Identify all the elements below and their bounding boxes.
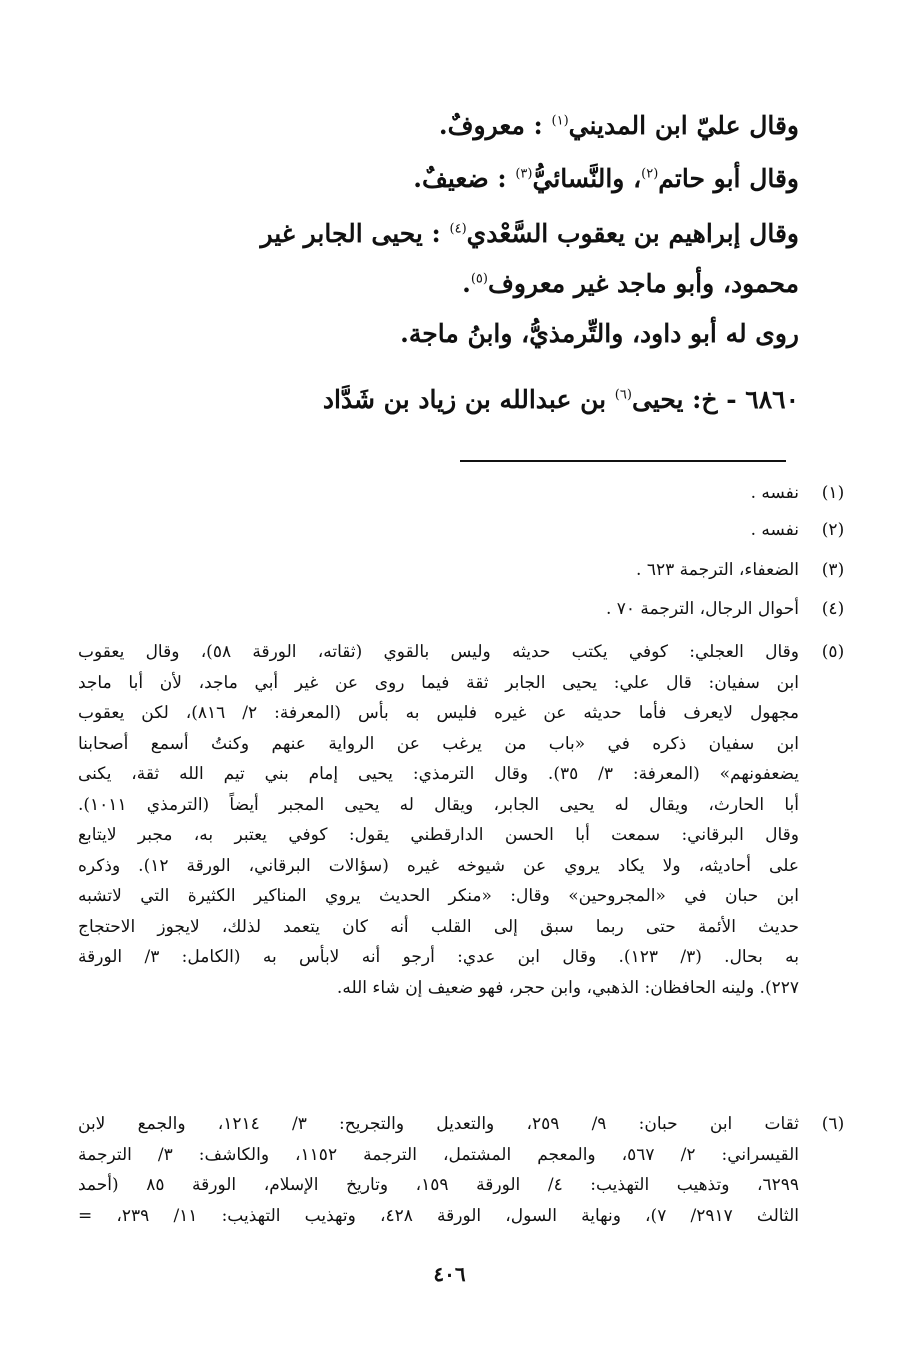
main-line-3 <box>80 214 799 254</box>
footnote-6-line: ثقات ابن حبان: ٩/ ٢٥٩، والتعديل والتجريح: ٣/ ١٢١٤، والجمع لابن <box>78 1114 799 1134</box>
footnote-3 <box>78 555 845 586</box>
main-line-1-text: وقال عليّ ابن المديني <box>568 111 799 140</box>
footnote-6-line: الثالث ٢٩١٧/ ٧)، ونهاية السول، الورقة ٤٢٨، وتهذيب التهذيب: ١١/ ٢٣٩، = <box>78 1205 799 1226</box>
footnote-6-line: القيسراني: ٢/ ٥٦٧، والمعجم المشتمل، الترجمة ١١٥٢، والكاشف: ٣/ الترجمة <box>78 1144 799 1165</box>
main-line-1-end: : معروفٌ. <box>438 111 543 140</box>
footnote-5-line: ٢٢٧). ولينه الحافظان: الذهبي، وابن حجر، فهو ضعيف إن شاء الله. <box>336 977 799 998</box>
footnote-6-body <box>78 1109 799 1231</box>
main-line-5-text: روى له أبو داود، والتِّرمذيُّ، وابنُ ماجة. <box>400 319 799 348</box>
footnote-5 <box>78 637 845 1003</box>
main-line-3-text: وقال إبراهيم بن يعقوب السَّعْدي <box>466 219 799 248</box>
main-line-2-end: : ضعيفٌ. <box>413 164 507 193</box>
footnote-ref-4: (٤) <box>449 221 467 237</box>
page-number: ٤٠٦ <box>433 1262 466 1286</box>
main-line-4-end: . <box>462 269 471 298</box>
main-line-4 <box>80 264 799 304</box>
footnote-5-line: ابن سفيان ذكره في «باب من يرغب عن الرواية عنهم وكنتُ أسمع أصحابنا <box>78 733 799 754</box>
footnote-5-line: وقال البرقاني: سمعت أبا الحسن الدارقطني يقول: كوفي يعتبر به، مجبر لايتابع <box>78 825 799 845</box>
footnote-3-text: الضعفاء، الترجمة ٦٢٣ . <box>636 560 799 580</box>
footnote-5-body <box>78 637 799 1003</box>
footnote-3-number: (٣) <box>821 560 845 580</box>
footnote-2-text: نفسه . <box>750 520 799 540</box>
footnote-1-text: نفسه . <box>750 483 799 503</box>
main-line-3-end: : يحيى الجابر غير <box>260 219 441 248</box>
footnote-5-line: به بحال. (٣/ ١٢٣). وقال ابن عدي: أرجو أنه لابأس به (الكامل: ٣/ الورقة <box>78 947 799 967</box>
entry-heading-end: بن عبدالله بن زياد بن شَدَّاد <box>322 385 607 414</box>
entry-heading-text: ٦٨٦٠ - خ: يحيى <box>631 385 799 414</box>
footnote-4 <box>78 594 845 625</box>
footnote-ref-1: (١) <box>551 113 569 129</box>
footnote-1-number: (١) <box>821 483 845 503</box>
footnote-5-number: (٥) <box>821 642 845 662</box>
footnote-4-number: (٤) <box>821 599 845 619</box>
footnote-5-line: على أحاديثه، ولا يكاد يروي عن شيوخه غيره (سؤالات البرقاني، الورقة ١٢). وذكره <box>78 855 799 876</box>
footnote-5-line: يضعفونهم» (المعرفة: ٣/ ٣٥). وقال الترمذي: يحيى إمام بني تيم الله ثقة، يكنى <box>78 764 799 784</box>
main-line-1 <box>80 106 799 146</box>
footnote-6-line: ٦٢٩٩، وتذهيب التهذيب: ٤/ الورقة ١٥٩، وتاريخ الإسلام، الورقة ٨٥ (أحمد <box>78 1175 799 1195</box>
footnote-5-line: ابن حبان في «المجروحين» وقال: «منكر الحديث يروي المناكير الكثيرة التي لاتشبه <box>78 886 799 906</box>
footnote-6 <box>78 1109 845 1231</box>
footnote-ref-2: (٢) <box>641 166 659 182</box>
footnote-5-line: حديث الأئمة حتى ربما سبق إلى القلب أنه كان يتعمد لذلك، لايجوز الاحتجاج <box>78 916 799 937</box>
entry-heading <box>80 380 799 420</box>
main-line-5 <box>80 314 799 354</box>
footnote-5-line: وقال العجلي: كوفي يكتب حديثه وليس بالقوي (ثقاته، الورقة ٥٨)، وقال يعقوب <box>78 642 799 662</box>
footnote-ref-6: (٦) <box>614 387 632 403</box>
footnote-4-text: أحوال الرجال، الترجمة ٧٠ . <box>605 599 799 619</box>
main-line-2-text-a: وقال أبو حاتم <box>658 164 799 193</box>
footnote-5-line: أبا الحارث، ويقال له يحيى الجابر، ويقال له يحيى المجبر أيضاً (الترمذي ١٠١١). <box>78 794 799 815</box>
main-line-2-text-b: ، والنَّسائيُّ <box>532 164 642 193</box>
footnote-ref-3: (٣) <box>515 166 533 182</box>
footnote-separator <box>460 460 786 462</box>
main-line-4-text: محمود، وأبو ماجد غير معروف <box>487 269 799 298</box>
footnote-2 <box>78 515 845 546</box>
footnote-2-number: (٢) <box>821 520 845 540</box>
footnote-ref-5: (٥) <box>470 271 488 287</box>
footnote-6-number: (٦) <box>821 1114 845 1134</box>
footnote-1 <box>78 478 845 509</box>
main-line-2 <box>80 159 799 199</box>
footnote-5-line: مجهول لايعرف فأما حديثه عن غيره فليس به بأس (المعرفة: ٢/ ٨١٦)، لكن يعقوب <box>78 703 799 723</box>
footnote-5-line: ابن سفيان: قال علي: يحيى الجابر ثقة فيما روى عن غير أبي ماجد، لأن أبا ماجد <box>78 672 799 693</box>
